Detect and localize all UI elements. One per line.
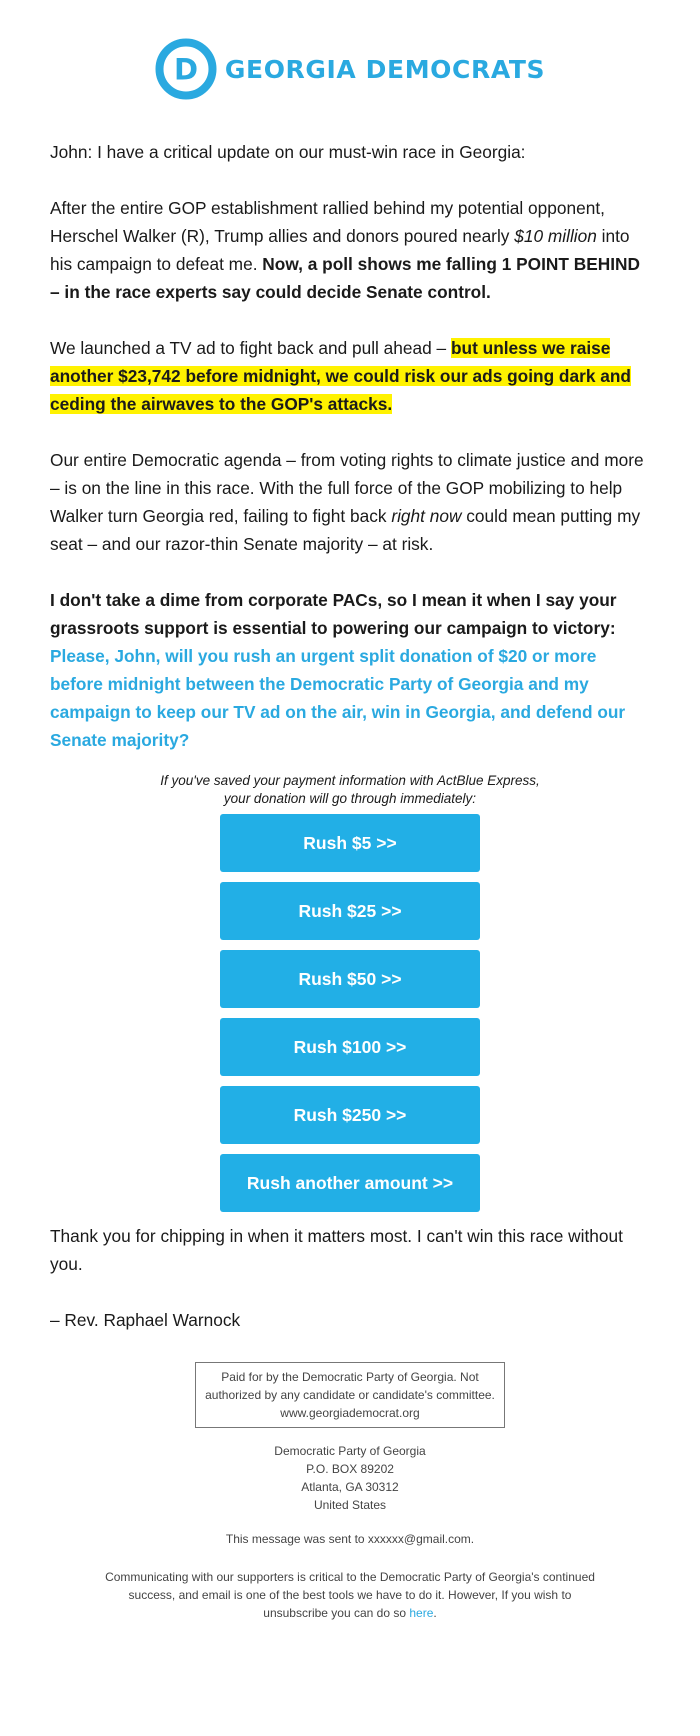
rush-another-amount-button[interactable]: Rush another amount >> [220, 1154, 480, 1212]
unsubscribe-text: Communicating with our supporters is critical to the Democratic Party of Georgia's continued success, and email is one of the best tools we have to do it. However, If you wish to unsubscribe you can do so [105, 1570, 595, 1620]
sent-to-prefix: This message was sent to [225, 1532, 368, 1546]
actblue-note-line-1: If you've saved your payment information with ActBlue Express, [160, 773, 540, 788]
paragraph-1-text-a: After the entire GOP establishment rallied behind my potential opponent, Herschel Walker (R), Trump allies and donors poured nearly [50, 198, 605, 246]
rush-50-button[interactable]: Rush $50 >> [220, 950, 480, 1008]
paragraph-1-bold: Now, a poll shows me falling 1 POINT BEHIND – in the race experts say could decide Senate control. [50, 254, 640, 302]
unsubscribe-end: . [433, 1606, 437, 1620]
sent-to-suffix: . [470, 1532, 475, 1546]
rush-5-button[interactable]: Rush $5 >> [220, 814, 480, 872]
unsubscribe-link[interactable]: here [409, 1606, 434, 1620]
paid-for-box [195, 1362, 505, 1428]
paragraph-2-text-a: We launched a TV ad to fight back and pull ahead – [50, 338, 451, 358]
donation-buttons [220, 814, 480, 1212]
greeting: John: I have a critical update on our must-win race in Georgia: [50, 142, 526, 162]
democrats-d-icon [155, 38, 217, 100]
paid-for-text: Paid for by the Democratic Party of Georgia. Not authorized by any candidate or candidate's committee. [205, 1370, 495, 1402]
email-footer [0, 1362, 700, 1622]
unsubscribe-notice [100, 1568, 600, 1622]
signature: – Rev. Raphael Warnock [50, 1310, 241, 1330]
thank-you-text: Thank you for chipping in when it matters most. I can't win this race without you. [50, 1226, 623, 1274]
mailing-address [0, 1442, 700, 1514]
address-line-2: P.O. BOX 89202 [306, 1462, 394, 1476]
address-line-1: Democratic Party of Georgia [274, 1444, 426, 1458]
paragraph-1-text-b: into his campaign to defeat me. [50, 226, 630, 274]
rush-100-button[interactable]: Rush $100 >> [220, 1018, 480, 1076]
address-line-4: United States [313, 1498, 387, 1512]
email-body [0, 138, 700, 1334]
paragraph-2 [50, 334, 650, 418]
donation-ask: Please, John, will you rush an urgent split donation of $20 or more before midnight between the Democratic Party of Georgia and my campaign to keep our TV ad on the air, win in Georgia, and defend our Senate majority? [50, 646, 626, 750]
brand-name: GEORGIA DEMOCRATS [224, 54, 546, 84]
actblue-note [50, 772, 650, 808]
rush-25-button[interactable]: Rush $25 >> [220, 882, 480, 940]
paragraph-3-text-b: could mean putting my seat – and our razor-thin Senate majority – at risk. [50, 506, 641, 554]
paragraph-3 [50, 446, 650, 558]
paragraph-1 [50, 194, 650, 306]
paragraph-3-text-a: Our entire Democratic agenda – from voting rights to climate justice and more – is on the line in this race. With the full force of the GOP mobilizing to help Walker turn Georgia red, failing to fight back [50, 450, 644, 526]
logo-letter: D [173, 52, 198, 87]
sent-to-email: xxxxxx@gmail.com [367, 1532, 471, 1546]
georgia-democrats-logo[interactable] [155, 38, 545, 100]
paragraph-1-amount: $10 million [514, 226, 597, 246]
paragraph-3-italic: right now [391, 506, 462, 526]
website-text: www.georgiademocrat.org [280, 1406, 420, 1420]
email-header [0, 0, 700, 138]
paragraph-2-highlight: but unless we raise another $23,742 before midnight, we could risk our ads going dark and ceding the airwaves to the GOP's attacks. [50, 338, 631, 414]
actblue-note-line-2: your donation will go through immediately: [223, 791, 477, 806]
paragraph-4 [50, 586, 650, 754]
sent-to-notice [0, 1530, 700, 1548]
paragraph-4-bold: I don't take a dime from corporate PACs, so I mean it when I say your grassroots support is essential to powering our campaign to victory: [50, 590, 617, 638]
rush-250-button[interactable]: Rush $250 >> [220, 1086, 480, 1144]
address-line-3: Atlanta, GA 30312 [301, 1480, 399, 1494]
